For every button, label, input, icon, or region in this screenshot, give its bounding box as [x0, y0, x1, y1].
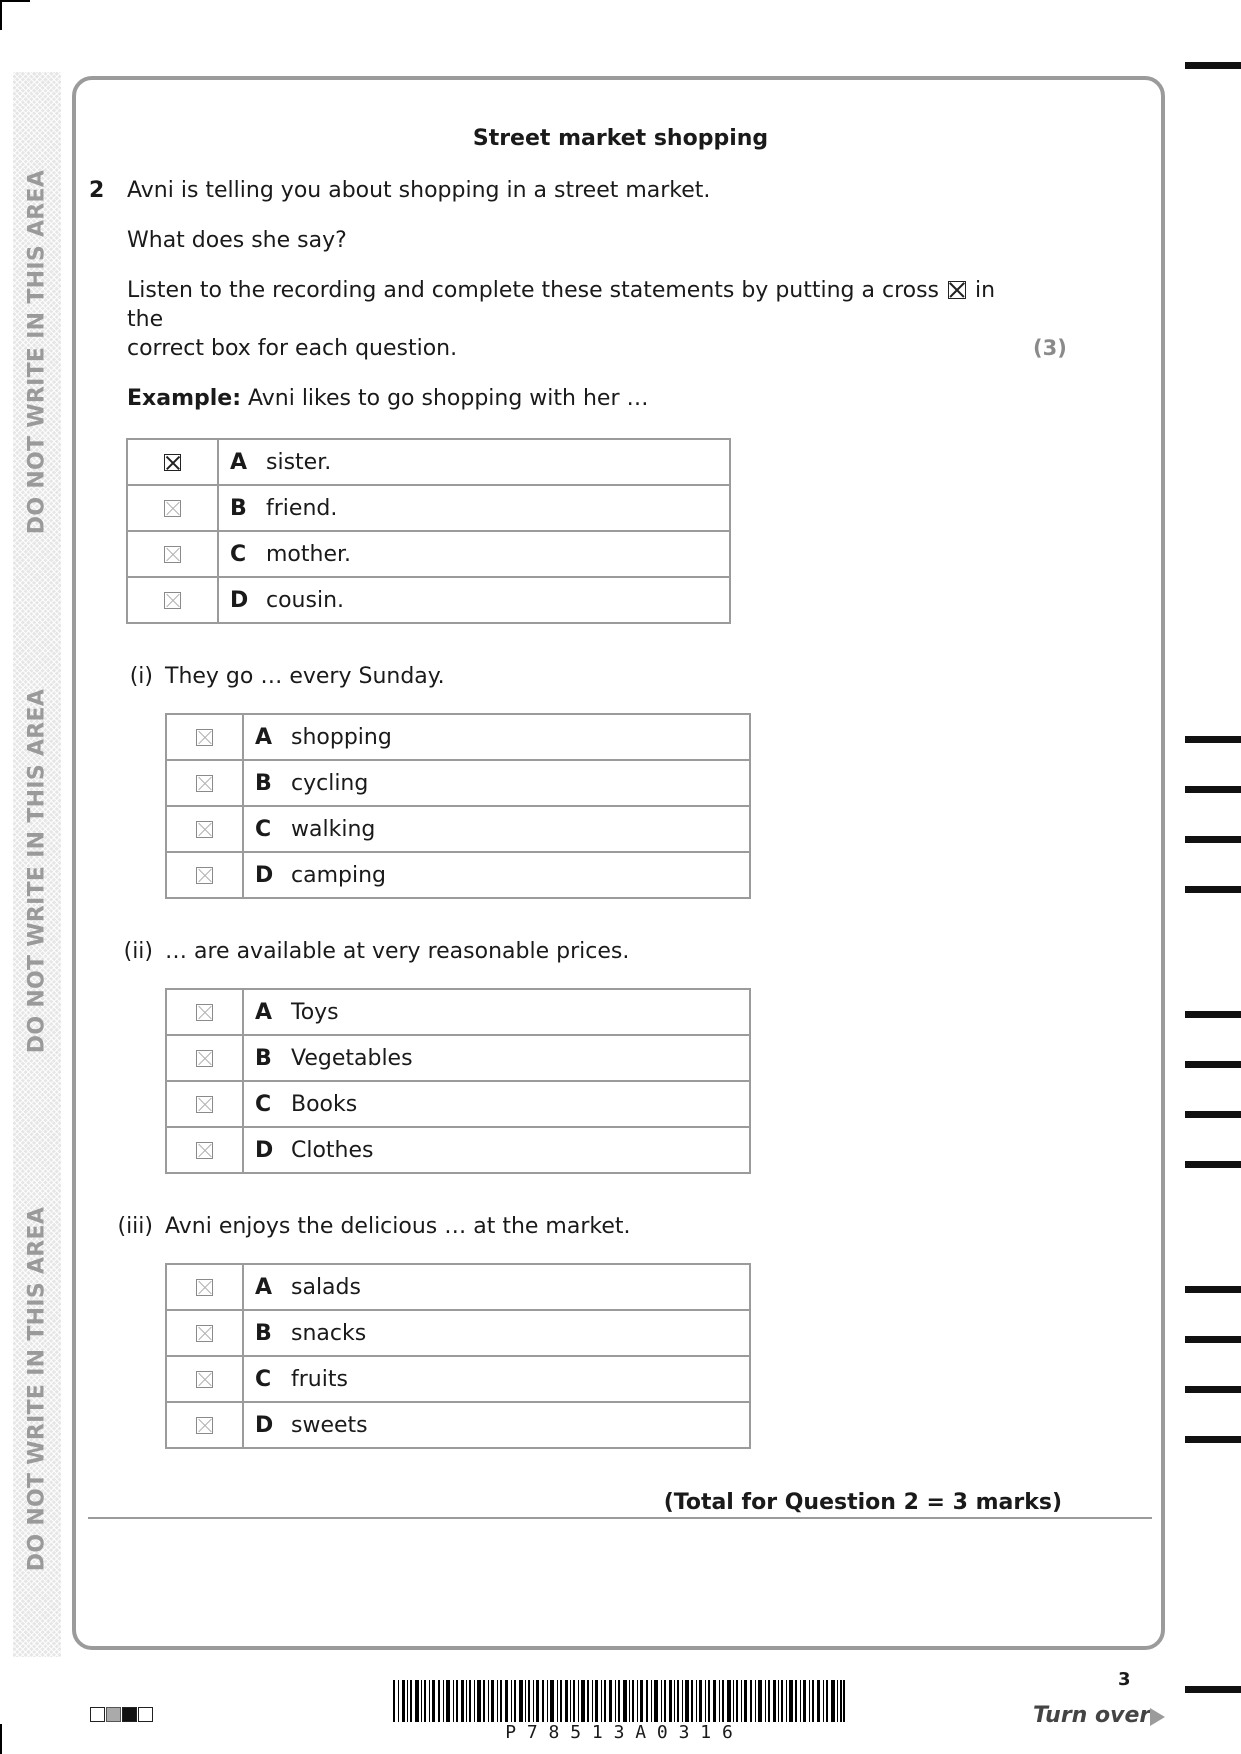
checkbox-icon[interactable] — [196, 867, 213, 884]
timing-mark — [1185, 1061, 1241, 1068]
option-text: friend. — [266, 495, 338, 521]
example-options-table — [126, 438, 731, 624]
option-text: walking — [291, 816, 376, 842]
checkbox-icon[interactable] — [164, 500, 181, 517]
option-letter: D — [255, 1412, 274, 1438]
part-number: (iii) — [117, 1214, 153, 1239]
option-row[interactable] — [166, 714, 750, 760]
option-row[interactable] — [166, 806, 750, 852]
option-letter: A — [255, 999, 273, 1025]
checkbox-icon[interactable] — [196, 1142, 213, 1159]
option-text: Books — [291, 1091, 358, 1117]
timing-mark — [1185, 1436, 1241, 1443]
option-label-cell — [243, 1402, 750, 1448]
option-letter: D — [255, 862, 274, 888]
option-checkbox-cell[interactable] — [166, 806, 243, 852]
option-label-cell — [243, 1127, 750, 1173]
question-intro: Avni is telling you about shopping in a street market. — [127, 178, 711, 203]
option-letter: C — [255, 1366, 272, 1392]
checkbox-icon[interactable] — [196, 1004, 213, 1021]
option-text: snacks — [291, 1320, 367, 1346]
question-instruction — [127, 276, 1027, 363]
option-label-cell — [243, 989, 750, 1035]
option-text: salads — [291, 1274, 361, 1300]
option-text: camping — [291, 862, 386, 888]
option-text: Clothes — [291, 1137, 374, 1163]
option-label-cell — [218, 485, 730, 531]
option-label-cell — [243, 1356, 750, 1402]
checkbox-icon[interactable] — [196, 1417, 213, 1434]
option-label-cell — [243, 806, 750, 852]
example-stem — [127, 384, 648, 413]
part-iii-options-table — [165, 1263, 751, 1449]
part-number: (ii) — [123, 939, 153, 964]
option-label-cell — [243, 1264, 750, 1310]
option-letter: A — [230, 449, 248, 475]
option-letter: C — [255, 1091, 272, 1117]
option-letter: B — [230, 495, 247, 521]
barcode-text: P 7 8 5 1 3 A 0 3 1 6 — [505, 1722, 733, 1743]
crop-mark-top-left-v — [0, 0, 2, 30]
timing-mark — [1185, 1336, 1241, 1343]
option-text: shopping — [291, 724, 392, 750]
option-text: Vegetables — [291, 1045, 413, 1071]
checkbox-icon[interactable] — [196, 1096, 213, 1113]
option-checkbox-cell[interactable] — [166, 1081, 243, 1127]
option-label-cell — [243, 852, 750, 898]
checkbox-icon[interactable] — [196, 775, 213, 792]
option-letter: B — [255, 1045, 272, 1071]
option-row[interactable] — [166, 1356, 750, 1402]
option-row[interactable] — [127, 485, 730, 531]
section-title: Street market shopping — [472, 126, 769, 151]
part-stem-text: … are available at very reasonable prices. — [165, 939, 630, 964]
option-text: sweets — [291, 1412, 368, 1438]
option-checkbox-cell[interactable] — [166, 1356, 243, 1402]
crop-mark-top-left-h — [0, 0, 30, 2]
checkbox-icon[interactable] — [164, 592, 181, 609]
option-letter: D — [255, 1137, 274, 1163]
option-checkbox-cell[interactable] — [166, 1402, 243, 1448]
checkbox-icon[interactable] — [196, 1325, 213, 1342]
option-letter: A — [255, 724, 273, 750]
question-total: (Total for Question 2 = 3 marks) — [663, 1490, 1062, 1515]
option-checkbox-cell[interactable] — [166, 1127, 243, 1173]
page-marker-squares-icon — [90, 1707, 154, 1726]
timing-mark — [1185, 1686, 1241, 1693]
question-prompt: What does she say? — [127, 228, 347, 253]
option-checkbox-cell[interactable] — [127, 439, 218, 485]
timing-mark — [1185, 62, 1241, 69]
instruction-text-1: Listen to the recording and complete these statements by putting a cross — [127, 278, 940, 303]
option-label-cell — [243, 714, 750, 760]
option-checkbox-cell[interactable] — [166, 852, 243, 898]
option-checkbox-cell[interactable] — [166, 760, 243, 806]
option-label-cell — [218, 577, 730, 623]
timing-mark — [1185, 1161, 1241, 1168]
option-text: mother. — [266, 541, 352, 567]
instruction-text-2: in the — [127, 278, 996, 332]
timing-mark — [1185, 1286, 1241, 1293]
option-row[interactable] — [166, 1264, 750, 1310]
checkbox-icon[interactable] — [164, 546, 181, 563]
part-stem-text: They go … every Sunday. — [165, 664, 445, 689]
option-checkbox-cell[interactable] — [127, 485, 218, 531]
checkbox-icon[interactable] — [196, 1050, 213, 1067]
option-checkbox-cell[interactable] — [166, 1035, 243, 1081]
question-marks: (3) — [1033, 336, 1067, 360]
option-checkbox-cell[interactable] — [166, 1264, 243, 1310]
part-ii-options-table — [165, 988, 751, 1174]
checkbox-icon[interactable] — [196, 1279, 213, 1296]
crop-mark-bottom-left-v — [0, 1724, 2, 1754]
checkbox-icon[interactable] — [196, 1371, 213, 1388]
option-checkbox-cell[interactable] — [166, 989, 243, 1035]
option-checkbox-cell[interactable] — [166, 714, 243, 760]
example-stem-text: Avni likes to go shopping with her … — [241, 386, 649, 411]
option-row[interactable] — [166, 760, 750, 806]
option-row[interactable] — [166, 1402, 750, 1448]
option-letter: C — [230, 541, 247, 567]
checkbox-icon[interactable] — [196, 821, 213, 838]
option-label-cell — [243, 1081, 750, 1127]
timing-mark — [1185, 886, 1241, 893]
option-label-cell — [243, 760, 750, 806]
turn-over-label: Turn over — [1033, 1703, 1151, 1728]
option-row[interactable] — [166, 1127, 750, 1173]
option-row[interactable] — [127, 577, 730, 623]
crossed-box-icon[interactable] — [164, 454, 181, 471]
part-number: (i) — [129, 664, 153, 689]
option-label-cell — [218, 439, 730, 485]
option-row[interactable] — [166, 1035, 750, 1081]
question-number: 2 — [89, 178, 105, 203]
option-row[interactable] — [166, 989, 750, 1035]
option-checkbox-cell[interactable] — [127, 531, 218, 577]
option-text: cycling — [291, 770, 369, 796]
part-stem-text: Avni enjoys the delicious … at the market. — [165, 1214, 631, 1239]
option-checkbox-cell[interactable] — [127, 577, 218, 623]
option-text: Toys — [291, 999, 339, 1025]
option-row[interactable] — [127, 531, 730, 577]
option-checkbox-cell[interactable] — [166, 1310, 243, 1356]
option-letter: C — [255, 816, 272, 842]
total-divider — [88, 1517, 1152, 1519]
option-text: sister. — [266, 449, 332, 475]
option-label-cell — [243, 1035, 750, 1081]
example-label: Example: — [127, 386, 241, 411]
turn-over-arrow-icon — [1150, 1708, 1165, 1726]
barcode-icon — [393, 1680, 845, 1722]
option-letter: B — [255, 1320, 272, 1346]
option-letter: B — [255, 770, 272, 796]
timing-mark — [1185, 1111, 1241, 1118]
checkbox-icon[interactable] — [196, 729, 213, 746]
crossed-box-icon — [948, 281, 966, 299]
part-i-options-table — [165, 713, 751, 899]
timing-mark — [1185, 836, 1241, 843]
page-number: 3 — [1118, 1669, 1131, 1690]
option-text: cousin. — [266, 587, 345, 613]
option-label-cell — [243, 1310, 750, 1356]
option-letter: A — [255, 1274, 273, 1300]
option-row[interactable] — [127, 439, 730, 485]
timing-mark — [1185, 1011, 1241, 1018]
option-text: fruits — [291, 1366, 348, 1392]
option-row[interactable] — [166, 1310, 750, 1356]
option-letter: D — [230, 587, 249, 613]
timing-mark — [1185, 786, 1241, 793]
option-row[interactable] — [166, 1081, 750, 1127]
timing-mark — [1185, 1386, 1241, 1393]
option-label-cell — [218, 531, 730, 577]
instruction-text-3: correct box for each question. — [127, 336, 458, 361]
option-row[interactable] — [166, 852, 750, 898]
timing-mark — [1185, 736, 1241, 743]
